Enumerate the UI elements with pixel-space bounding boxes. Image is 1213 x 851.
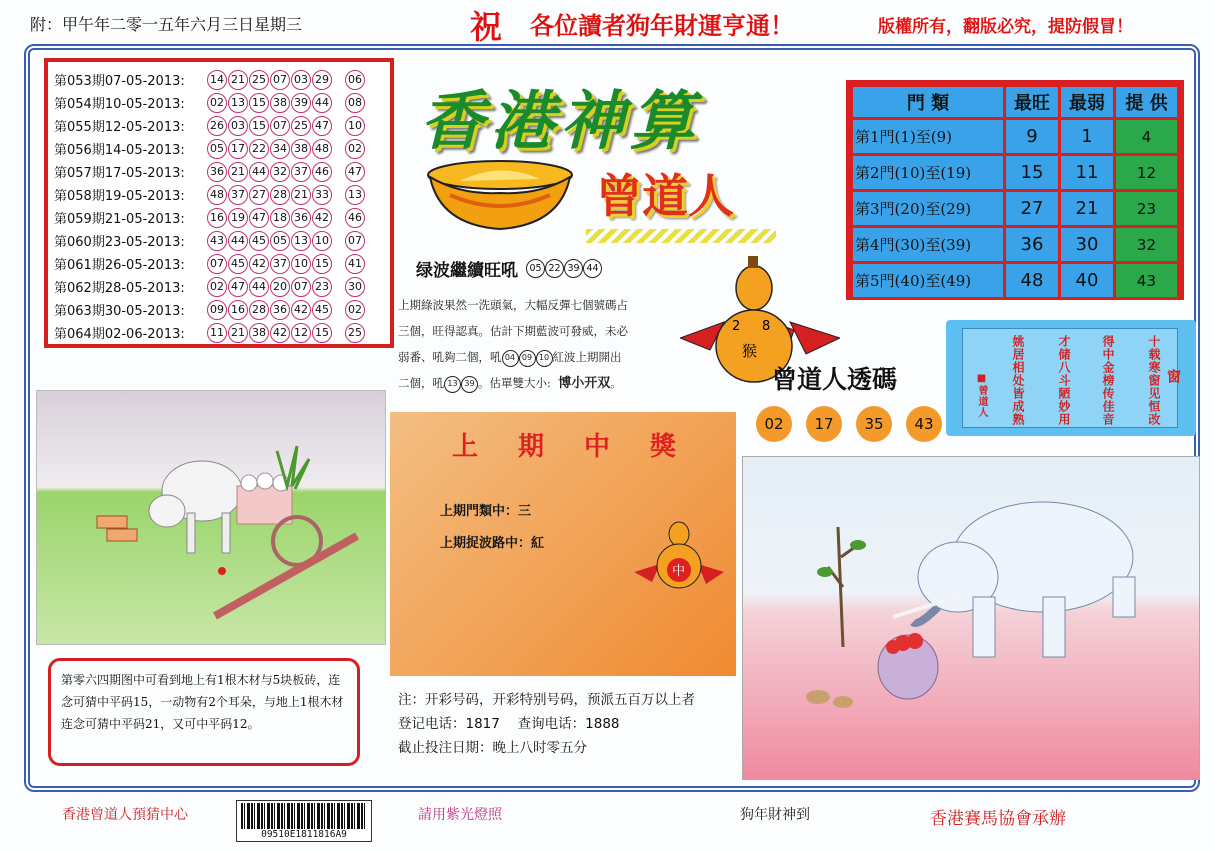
special-number-ball: 08 bbox=[345, 93, 365, 113]
last-period-wave: 上期捉波路中：紅 bbox=[440, 536, 545, 551]
gate-cell-max: 48 bbox=[1006, 264, 1058, 297]
number-ball: 25 bbox=[291, 116, 311, 136]
number-ball: 28 bbox=[270, 185, 290, 205]
gate-row bbox=[853, 264, 1177, 297]
history-row-numbers bbox=[207, 277, 333, 297]
analysis-line-3a: 弱番、吼夠二個，吼 bbox=[398, 350, 502, 364]
poem-line-4: 姚居相处皆成熟 bbox=[1011, 335, 1025, 426]
gate-cell-min: 21 bbox=[1061, 192, 1113, 225]
analysis-line-3 bbox=[398, 344, 678, 370]
number-ball: 10 bbox=[312, 231, 332, 251]
analysis-bet-tip: 博小开双 bbox=[558, 376, 611, 391]
history-row bbox=[54, 206, 384, 229]
history-row-label: 第063期30-05-2013: bbox=[54, 304, 185, 319]
number-ball: 15 bbox=[312, 254, 332, 274]
history-row-numbers bbox=[207, 139, 333, 159]
analysis-line-4-nums bbox=[444, 376, 478, 390]
elephant-illustration bbox=[742, 456, 1200, 780]
notes-line-1: 注：开彩号码，开彩特别号码，预派五百万以上者 bbox=[398, 692, 695, 708]
history-row-label: 第062期28-05-2013: bbox=[54, 281, 185, 296]
analysis-line-4 bbox=[398, 370, 678, 397]
number-ball: 33 bbox=[312, 185, 332, 205]
gate-table-body bbox=[853, 120, 1177, 297]
number-ball: 45 bbox=[228, 254, 248, 274]
footer-organizer: 香港賽馬協會承辦 bbox=[930, 809, 1066, 829]
number-ball: 43 bbox=[207, 231, 227, 251]
header-date: 附：甲午年二零一五年六月三日星期三 bbox=[30, 15, 303, 34]
green-wave-line bbox=[416, 256, 602, 281]
number-ball: 15 bbox=[312, 323, 332, 343]
number-ball: 42 bbox=[291, 300, 311, 320]
number-ball: 02 bbox=[207, 93, 227, 113]
history-row bbox=[54, 252, 384, 275]
number-ball: 21 bbox=[291, 185, 311, 205]
gate-cell-max: 9 bbox=[1006, 120, 1058, 153]
history-row-label: 第054期10-05-2013: bbox=[54, 97, 185, 112]
last-period-panel bbox=[390, 412, 736, 676]
wave-number-ball: 44 bbox=[583, 259, 602, 278]
gate-table-header bbox=[853, 87, 1177, 117]
gate-cell-min: 1 bbox=[1061, 120, 1113, 153]
gate-header-cell: 最弱 bbox=[1061, 87, 1113, 117]
gate-cell-min: 30 bbox=[1061, 228, 1113, 261]
history-row-label: 第059期21-05-2013: bbox=[54, 212, 185, 227]
history-row-label: 第057期17-05-2013: bbox=[54, 166, 185, 181]
poem-signature: ■曾道人 bbox=[976, 373, 987, 418]
number-ball: 36 bbox=[270, 300, 290, 320]
barcode-text: 09510E1811816A9 bbox=[261, 829, 347, 840]
wave-number-ball: 05 bbox=[526, 259, 545, 278]
gate-cell-tip: 12 bbox=[1116, 156, 1177, 189]
barcode-bars bbox=[241, 803, 367, 829]
number-ball: 15 bbox=[249, 93, 269, 113]
number-ball: 37 bbox=[228, 185, 248, 205]
number-ball: 38 bbox=[291, 139, 311, 159]
page-subtitle: 曾道人 bbox=[596, 169, 734, 223]
number-ball: 46 bbox=[312, 162, 332, 182]
history-row-numbers bbox=[207, 185, 333, 205]
number-ball: 42 bbox=[312, 208, 332, 228]
number-ball: 36 bbox=[207, 162, 227, 182]
footer-wealth: 狗年財神到 bbox=[740, 807, 810, 823]
gate-cell-tip: 43 bbox=[1116, 264, 1177, 297]
number-ball: 19 bbox=[228, 208, 248, 228]
special-number-ball: 46 bbox=[345, 208, 365, 228]
number-ball: 07 bbox=[291, 277, 311, 297]
gate-header-cell: 門 類 bbox=[853, 87, 1003, 117]
number-ball: 48 bbox=[207, 185, 227, 205]
special-number-ball: 13 bbox=[345, 185, 365, 205]
last-period-title: 上期中獎 bbox=[452, 432, 717, 462]
reveal-number-ball: 35 bbox=[856, 406, 892, 442]
gate-cell-tip: 23 bbox=[1116, 192, 1177, 225]
number-ball: 42 bbox=[270, 323, 290, 343]
history-row bbox=[54, 91, 384, 114]
special-number-ball: 02 bbox=[345, 139, 365, 159]
history-row-label: 第053期07-05-2013: bbox=[54, 74, 185, 89]
notes-line-3: 截止投注日期：晚上八时零五分 bbox=[398, 740, 587, 756]
number-ball: 03 bbox=[291, 70, 311, 90]
number-ball: 21 bbox=[228, 70, 248, 90]
number-ball: 16 bbox=[228, 300, 248, 320]
barcode bbox=[236, 800, 372, 842]
number-ball: 10 bbox=[291, 254, 311, 274]
history-row-numbers bbox=[207, 254, 333, 274]
number-ball: 03 bbox=[228, 116, 248, 136]
number-ball: 05 bbox=[270, 231, 290, 251]
number-ball: 37 bbox=[291, 162, 311, 182]
history-row bbox=[54, 298, 384, 321]
history-row-label: 第056期14-05-2013: bbox=[54, 143, 185, 158]
red-wave-number-ball: 04 bbox=[502, 350, 519, 367]
gate-cell-label: 第2門(10)至(19) bbox=[853, 156, 1003, 189]
image-hint-note: 第零六四期图中可看到地上有1根木材与5块板砖，连念可猜中平码15，一动物有2个耳朵，与地上1根木材连念可猜中平码21，又可中平码12。 bbox=[48, 658, 360, 766]
win-badge: 中 bbox=[672, 564, 686, 579]
number-ball: 44 bbox=[228, 231, 248, 251]
analysis-line-3b: 紅波上期開出 bbox=[552, 350, 622, 364]
history-row-numbers bbox=[207, 231, 333, 251]
analysis-line-4b: 。估單雙大小: bbox=[478, 376, 551, 390]
number-ball: 25 bbox=[249, 70, 269, 90]
gate-cell-tip: 4 bbox=[1116, 120, 1177, 153]
history-row-label: 第055期12-05-2013: bbox=[54, 120, 185, 135]
reveal-number-ball: 43 bbox=[906, 406, 942, 442]
lottery-notes bbox=[398, 688, 695, 760]
number-ball: 11 bbox=[207, 323, 227, 343]
special-number-ball: 06 bbox=[345, 70, 365, 90]
history-row-numbers bbox=[207, 70, 333, 90]
gate-cell-label: 第1門(1)至(9) bbox=[853, 120, 1003, 153]
number-ball: 15 bbox=[249, 116, 269, 136]
special-number-ball: 25 bbox=[345, 323, 365, 343]
number-ball: 14 bbox=[207, 70, 227, 90]
number-ball: 12 bbox=[291, 323, 311, 343]
number-ball: 02 bbox=[207, 277, 227, 297]
special-number-ball: 10 bbox=[345, 116, 365, 136]
gate-cell-max: 27 bbox=[1006, 192, 1058, 225]
number-ball: 20 bbox=[270, 277, 290, 297]
history-panel bbox=[44, 58, 394, 348]
poem-scroll bbox=[946, 320, 1196, 436]
gate-cell-label: 第4門(30)至(39) bbox=[853, 228, 1003, 261]
history-row bbox=[54, 183, 384, 206]
footer-uv-light: 請用紫光燈照 bbox=[418, 807, 502, 823]
history-row bbox=[54, 160, 384, 183]
last-period-door: 上期門類中：三 bbox=[440, 504, 532, 519]
number-ball: 45 bbox=[249, 231, 269, 251]
analysis-line-3-nums bbox=[502, 350, 553, 364]
special-number-ball: 30 bbox=[345, 277, 365, 297]
wave-number-ball: 39 bbox=[564, 259, 583, 278]
gate-header-cell: 提 供 bbox=[1116, 87, 1177, 117]
gate-row bbox=[853, 192, 1177, 225]
number-ball: 34 bbox=[270, 139, 290, 159]
number-ball: 22 bbox=[249, 139, 269, 159]
number-ball: 38 bbox=[249, 323, 269, 343]
number-ball: 17 bbox=[228, 139, 248, 159]
history-row-numbers bbox=[207, 116, 333, 136]
number-ball: 13 bbox=[291, 231, 311, 251]
special-number-ball: 47 bbox=[345, 162, 365, 182]
history-row-label: 第060期23-05-2013: bbox=[54, 235, 185, 250]
footer-center-name: 香港曾道人預猜中心 bbox=[62, 807, 188, 823]
number-ball: 21 bbox=[228, 162, 248, 182]
hint-number-ball: 13 bbox=[444, 376, 461, 393]
gourd-zodiac: 猴 bbox=[742, 342, 758, 360]
number-ball: 44 bbox=[312, 93, 332, 113]
number-ball: 07 bbox=[270, 70, 290, 90]
gate-cell-max: 15 bbox=[1006, 156, 1058, 189]
history-row-numbers bbox=[207, 93, 333, 113]
wave-label: 绿波繼續旺吼 bbox=[416, 261, 518, 281]
gate-cell-tip: 32 bbox=[1116, 228, 1177, 261]
number-ball: 16 bbox=[207, 208, 227, 228]
gate-row bbox=[853, 156, 1177, 189]
number-ball: 27 bbox=[249, 185, 269, 205]
header-blessing: 各位讀者狗年財運亨通！ bbox=[530, 12, 794, 40]
gate-cell-label: 第3門(20)至(29) bbox=[853, 192, 1003, 225]
number-ball: 47 bbox=[249, 208, 269, 228]
history-row bbox=[54, 229, 384, 252]
gate-table bbox=[846, 80, 1184, 300]
number-ball: 44 bbox=[249, 162, 269, 182]
gate-cell-max: 36 bbox=[1006, 228, 1058, 261]
number-ball: 29 bbox=[312, 70, 332, 90]
number-ball: 23 bbox=[312, 277, 332, 297]
number-ball: 36 bbox=[291, 208, 311, 228]
gate-cell-min: 11 bbox=[1061, 156, 1113, 189]
number-ball: 44 bbox=[249, 277, 269, 297]
gourd-num-2: 8 bbox=[762, 319, 771, 334]
poem-scroll-paper bbox=[962, 328, 1181, 428]
number-ball: 45 bbox=[312, 300, 332, 320]
analysis-line-1: 上期綠波果然一洗頭氣，大幅反彈七個號碼占 bbox=[398, 298, 628, 312]
special-number-ball: 02 bbox=[345, 300, 365, 320]
number-ball: 13 bbox=[228, 93, 248, 113]
special-number-ball: 07 bbox=[345, 231, 365, 251]
number-ball: 07 bbox=[270, 116, 290, 136]
number-ball: 26 bbox=[207, 116, 227, 136]
sheep-illustration bbox=[36, 390, 386, 645]
number-ball: 42 bbox=[249, 254, 269, 274]
wave-numbers bbox=[526, 259, 602, 278]
poem-line-1: 十载寒窗见恒改 bbox=[1147, 335, 1161, 426]
analysis-line-2: 三個，旺得認真。估計下期藍波可發威，未必 bbox=[398, 324, 628, 338]
history-row bbox=[54, 68, 384, 91]
page-title: 香港神算 bbox=[420, 84, 700, 159]
number-ball: 28 bbox=[249, 300, 269, 320]
history-row bbox=[54, 321, 384, 344]
gate-header-cell: 最旺 bbox=[1006, 87, 1058, 117]
history-row bbox=[54, 137, 384, 160]
poem-line-5: 窗 bbox=[1165, 369, 1181, 384]
gate-cell-min: 40 bbox=[1061, 264, 1113, 297]
poem-line-2: 得中金榜传佳音 bbox=[1101, 335, 1115, 426]
reveal-title: 曾道人透碼 bbox=[772, 365, 898, 394]
history-row bbox=[54, 275, 384, 298]
analysis-line-4d: 。 bbox=[610, 376, 622, 390]
number-ball: 47 bbox=[228, 277, 248, 297]
history-row-numbers bbox=[207, 323, 333, 343]
number-ball: 39 bbox=[291, 93, 311, 113]
number-ball: 21 bbox=[228, 323, 248, 343]
number-ball: 18 bbox=[270, 208, 290, 228]
stripe-decoration bbox=[586, 229, 776, 243]
hint-number-ball: 39 bbox=[461, 376, 478, 393]
number-ball: 48 bbox=[312, 139, 332, 159]
poem-line-3: 才储八斗陋妙用 bbox=[1057, 335, 1071, 426]
history-row-numbers bbox=[207, 162, 333, 182]
history-row-numbers bbox=[207, 208, 333, 228]
gourd-num-1: 2 bbox=[732, 319, 741, 334]
history-row-label: 第061期26-05-2013: bbox=[54, 258, 185, 273]
history-row-label: 第058期19-05-2013: bbox=[54, 189, 185, 204]
header-copyright: 版權所有，翻版必究，提防假冒！ bbox=[878, 17, 1133, 37]
analysis-text bbox=[398, 292, 678, 397]
number-ball: 32 bbox=[270, 162, 290, 182]
history-row bbox=[54, 114, 384, 137]
wave-number-ball: 22 bbox=[545, 259, 564, 278]
gate-cell-label: 第5門(40)至(49) bbox=[853, 264, 1003, 297]
gold-ingot-icon bbox=[420, 155, 580, 235]
number-ball: 38 bbox=[270, 93, 290, 113]
number-ball: 05 bbox=[207, 139, 227, 159]
reveal-number-ball: 02 bbox=[756, 406, 792, 442]
notes-line-2: 登记电话：1817 查询电话：1888 bbox=[398, 716, 620, 732]
reveal-number-ball: 17 bbox=[806, 406, 842, 442]
red-wave-number-ball: 10 bbox=[536, 350, 553, 367]
analysis-line-4a: 二個，吼 bbox=[398, 376, 444, 390]
header-zhu: 祝 bbox=[470, 8, 503, 46]
small-gourd-icon bbox=[634, 514, 724, 594]
gate-row bbox=[853, 120, 1177, 153]
number-ball: 07 bbox=[207, 254, 227, 274]
number-ball: 47 bbox=[312, 116, 332, 136]
history-row-numbers bbox=[207, 300, 333, 320]
history-row-label: 第064期02-06-2013: bbox=[54, 327, 185, 342]
gate-row bbox=[853, 228, 1177, 261]
red-wave-number-ball: 09 bbox=[519, 350, 536, 367]
special-number-ball: 41 bbox=[345, 254, 365, 274]
number-ball: 37 bbox=[270, 254, 290, 274]
number-ball: 09 bbox=[207, 300, 227, 320]
